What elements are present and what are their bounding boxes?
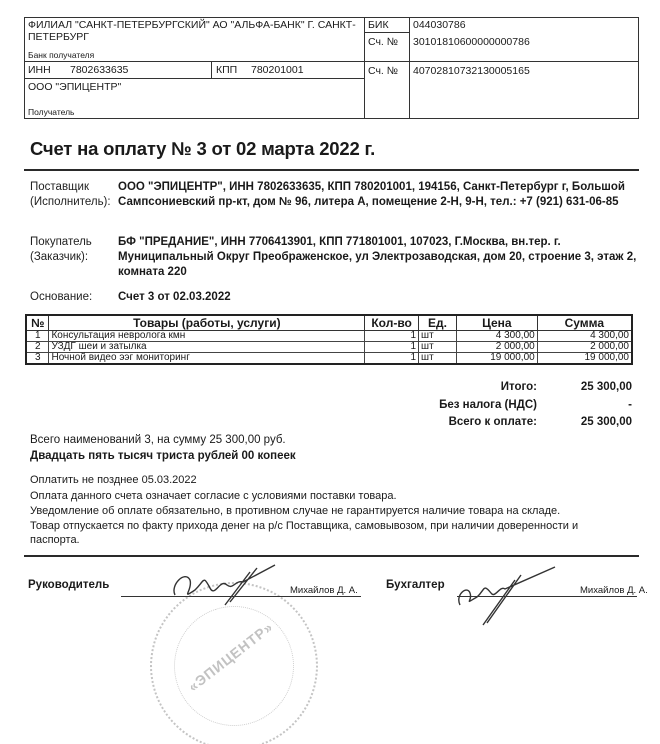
due-value: 25 300,00: [580, 416, 632, 428]
row-sum: 4 300,00: [537, 331, 632, 342]
row-unit: шт: [419, 331, 457, 342]
basis-value: Счет 3 от 02.03.2022: [118, 291, 231, 303]
row-unit: шт: [419, 342, 457, 353]
table-row: [26, 342, 632, 353]
head-signature-label: Руководитель: [28, 579, 110, 591]
row-num: 3: [26, 353, 49, 365]
recipient-name: ООО "ЭПИЦЕНТР": [28, 81, 122, 93]
bank-label: Банк получателя: [28, 50, 95, 60]
divider: [364, 32, 409, 33]
total-value: 25 300,00: [580, 381, 632, 393]
basis-label: Основание:: [30, 291, 93, 303]
row-name: Консультация невролога кмн: [49, 331, 365, 342]
col-header-price: Цена: [456, 315, 537, 331]
col-header-qty: Кол-во: [365, 315, 419, 331]
corr-account-label: Сч. №: [368, 36, 399, 48]
vat-label: Без налога (НДС): [439, 399, 537, 411]
bik-label: БИК: [368, 19, 389, 31]
col-header-sum: Сумма: [537, 315, 632, 331]
total-label: Итого:: [500, 381, 537, 393]
items-table: [25, 314, 633, 365]
bank-details-box: [24, 17, 639, 119]
note-due-date: Оплатить не позднее 05.03.2022: [30, 474, 197, 486]
note-consent: Оплата данного счета означает согласие с условиями поставки товара.: [30, 490, 397, 502]
row-sum: 2 000,00: [537, 342, 632, 353]
row-price: 2 000,00: [456, 342, 537, 353]
head-signature-name: Михайлов Д. А.: [290, 585, 358, 596]
row-price: 4 300,00: [456, 331, 537, 342]
notes-divider: [24, 555, 639, 557]
recipient-label: Получатель: [28, 107, 75, 117]
inn-label: ИНН: [28, 64, 51, 76]
head-signature-icon: [165, 560, 285, 620]
row-qty: 1: [365, 342, 419, 353]
note-release: Товар отпускается по факту прихода денег на р/с Поставщика, самовывозом, при наличии доверенности и паспорта.: [30, 520, 579, 546]
row-qty: 1: [365, 353, 419, 365]
table-row: [26, 353, 632, 365]
row-unit: шт: [419, 353, 457, 365]
row-qty: 1: [365, 331, 419, 342]
title-divider: [24, 169, 639, 171]
summary-count: Всего наименований 3, на сумму 25 300,00 руб.: [30, 434, 286, 446]
table-header-row: [26, 315, 632, 331]
divider: [25, 78, 364, 79]
col-header-num: №: [26, 315, 49, 331]
buyer-value: БФ "ПРЕДАНИЕ", ИНН 7706413901, КПП 771801001, 107023, Г.Москва, вн.тер. г. Муниципальный Округ Преображенское, ул Электрозаводская, дом 20, строение 3, этаж 2, комната 220: [118, 236, 637, 278]
accountant-signature-label: Бухгалтер: [386, 579, 445, 591]
row-num: 2: [26, 342, 49, 353]
row-name: УЗДГ шеи и затылка: [49, 342, 365, 353]
divider: [409, 18, 410, 118]
kpp-value: 780201001: [251, 64, 304, 76]
stamp-text: «ЭПИЦЕНТР»: [184, 618, 277, 695]
accountant-signature-name: Михайлов Д. А.: [580, 585, 648, 596]
accountant-signature-icon: [455, 565, 565, 630]
row-sum: 19 000,00: [537, 353, 632, 365]
account-value: 40702810732130005165: [413, 65, 530, 77]
row-price: 19 000,00: [456, 353, 537, 365]
due-label: Всего к оплате:: [448, 416, 537, 428]
account-label: Сч. №: [368, 65, 399, 77]
col-header-name: Товары (работы, услуги): [49, 315, 365, 331]
total-row: [380, 381, 632, 393]
vat-row: [380, 399, 632, 411]
buyer-label: Покупатель (Заказчик):: [30, 236, 92, 263]
bik-value: 044030786: [413, 19, 466, 31]
supplier-label: Поставщик (Исполнитель):: [30, 181, 111, 208]
divider: [364, 18, 365, 118]
divider: [211, 61, 212, 78]
vat-value: -: [628, 399, 632, 411]
summary-words: Двадцать пять тысяч триста рублей 00 копеек: [30, 450, 296, 462]
row-num: 1: [26, 331, 49, 342]
due-row: [380, 416, 632, 428]
col-header-unit: Ед.: [419, 315, 457, 331]
bank-name: ФИЛИАЛ "САНКТ-ПЕТЕРБУРГСКИЙ" АО "АЛЬФА-БАНК" Г. САНКТ-ПЕТЕРБУРГ: [28, 19, 356, 43]
row-name: Ночной видео ээг мониторинг: [49, 353, 365, 365]
basis-block: [30, 290, 640, 305]
note-notification: Уведомление об оплате обязательно, в противном случае не гарантируется наличие товара на складе.: [30, 505, 561, 517]
divider: [25, 61, 364, 62]
kpp-label: КПП: [216, 64, 238, 76]
divider: [364, 61, 638, 62]
supplier-block: [30, 180, 640, 210]
inn-value: 7802633635: [70, 64, 129, 76]
supplier-value: ООО "ЭПИЦЕНТР", ИНН 7802633635, КПП 780201001, 194156, Санкт-Петербург г, Большой Сампсониевский пр-кт, дом № 96, литера А, помещение 2-Н, 9-Н, тел.: +7 (921) 631-06-85: [118, 181, 625, 208]
corr-account-value: 30101810600000000786: [413, 36, 530, 48]
page-title: Счет на оплату № 3 от 02 марта 2022 г.: [30, 138, 376, 159]
buyer-block: [30, 235, 640, 280]
table-row: [26, 331, 632, 342]
